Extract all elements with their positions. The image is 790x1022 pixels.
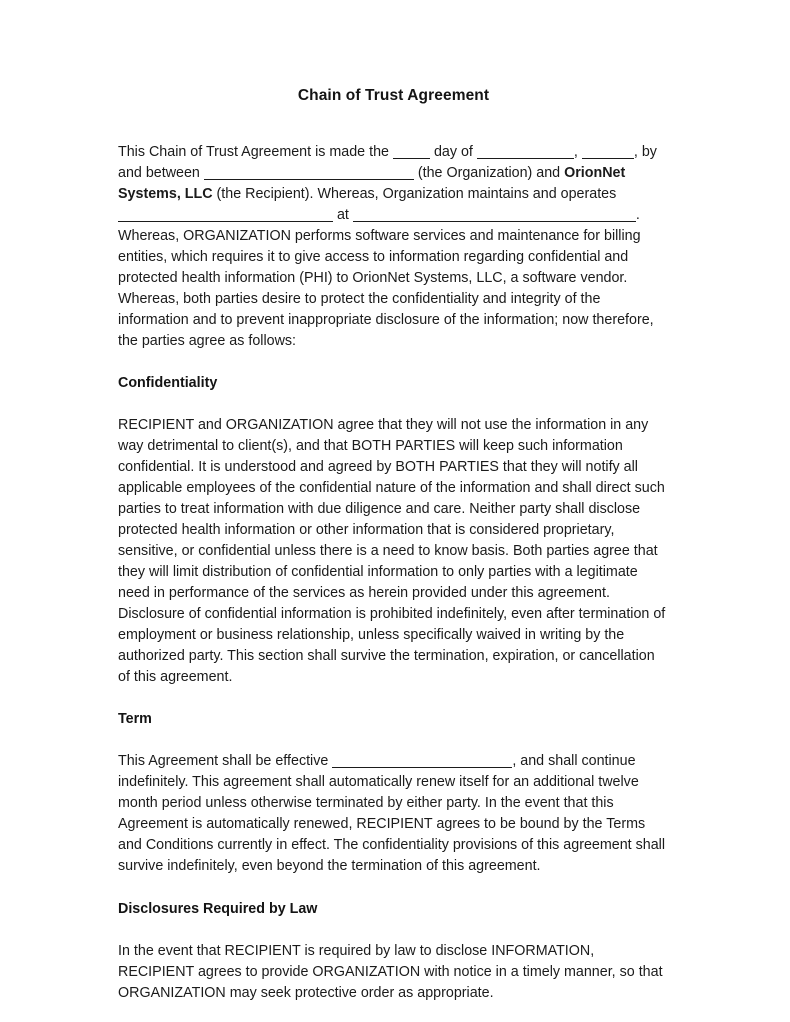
title-spacer [118,106,669,142]
section-body-disclosures-required-by-law: In the event that RECIPIENT is required by law to disclose INFORMATION, RECIPIENT agrees to provide ORGANIZATION with notice in a timely manner, so that ORGANIZATION may seek protective order as appropriate. [118,943,663,1001]
recipient-company-name: OrionNet Systems, LLC [118,165,626,202]
intro-recipient-text: (the Recipient). Whereas, Organization maintains and operates [216,186,617,202]
blank-address-line-field[interactable] [118,210,333,222]
intro-the-organization-text: (the Organization) and [417,165,561,181]
intro-at-text: at [336,207,349,223]
section-heading-confidentiality: Confidentiality [118,375,218,391]
document-content [118,86,669,1004]
intro-by-and-between-text: by and between [118,144,657,181]
term-text-after-blank: , and shall continue indefinitely. This agreement shall automatically renew itself for an additional twelve month period unless otherwise terminated by either party. In the event that this Agreement is automatically renewed, RECIPIENT agrees to be bound by the Terms and Conditions currently in effect. The confidentiality provisions of this agreement shall survive indefinitely, even beyond the termination of this agreement. [118,753,666,874]
section-body-term [118,751,669,877]
blank-location-field[interactable] [353,210,636,222]
spacer-before-disclosures [118,877,669,899]
spacer-after-confidentiality-heading [118,394,669,415]
term-text-before-blank: This Agreement shall be effective [118,753,329,769]
blank-effective-date-field[interactable] [332,756,512,768]
blank-day-field[interactable] [393,147,430,159]
page-title: Chain of Trust Agreement [297,87,490,104]
intro-paragraph [118,142,669,226]
section-heading-term: Term [118,711,152,727]
intro-comma-2: , [633,144,638,160]
spacer-after-term-heading [118,730,669,751]
whereas-paragraph: Whereas, ORGANIZATION performs software services and maintenance for billing entities, which requires it to give access to information regarding confidential and protected health information (PHI) to OrionNet Systems, LLC, a software vendor. Whereas, both parties desire to protect the confidentiality and integrity of the information and to prevent inappropriate disclosure of the information; now therefore, the parties agree as follows: [118,228,654,349]
intro-period: . [635,207,640,223]
blank-month-field[interactable] [477,147,574,159]
intro-day-of-text: day of [433,144,473,160]
section-heading-disclosures-required-by-law: Disclosures Required by Law [118,901,318,917]
intro-line1-text: This Chain of Trust Agreement is made the [118,144,389,160]
blank-year-field[interactable] [582,147,634,159]
section-body-confidentiality: RECIPIENT and ORGANIZATION agree that they will not use the information in any way detrimental to client(s), and that BOTH PARTIES will keep such information confidential. It is understood and agreed by BOTH PARTIES that they will notify all applicable employees of the confidential nature of the information and shall direct such parties to treat information with due diligence and care. Neither party shall disclose protected health information or other information that is considered proprietary, sensitive, or confidential unless there is a need to know basis. Both parties agree that they will limit distribution of confidential information to only parties with a legitimate need in performance of the services as herein provided under this agreement. Disclosure of confidential information is prohibited indefinitely, even after termination of employment or business relationship, unless specifically waived in writing by the authorized party. This section shall survive the termination, expiration, or cancellation of this agreement. [118,417,666,685]
spacer-before-confidentiality [118,352,669,373]
spacer-before-term [118,688,669,709]
blank-organization-field[interactable] [204,168,414,180]
intro-comma-1: , [573,144,578,160]
spacer-after-disclosures-heading [118,920,669,941]
